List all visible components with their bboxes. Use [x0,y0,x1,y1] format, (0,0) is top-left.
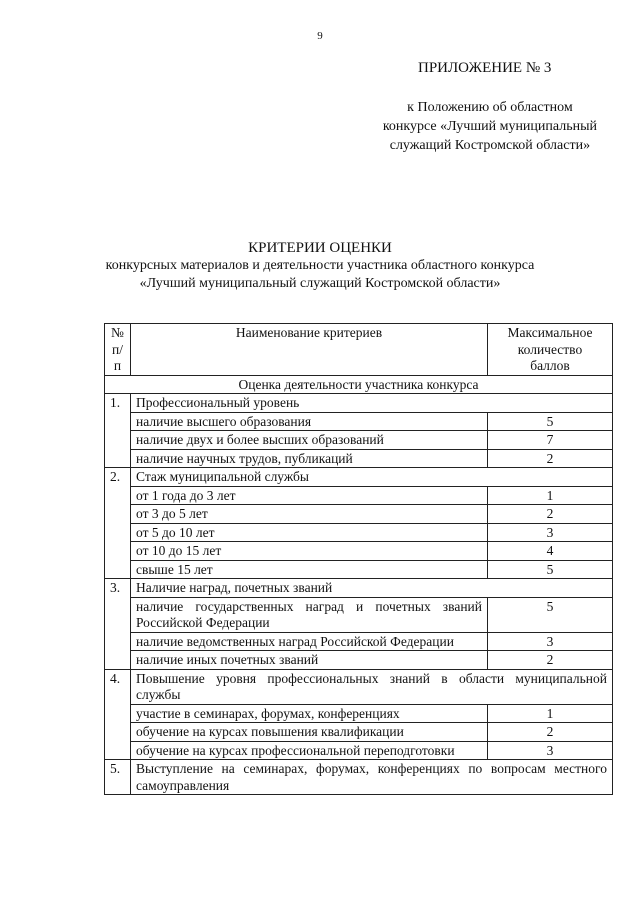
criterion-label: наличие иных почетных званий [131,651,488,670]
table-row [105,523,613,542]
table-row [105,669,613,704]
table-row [105,394,613,413]
group-title: Повышение уровня профессиональных знаний в области муниципальной службы [131,669,613,704]
section-row [105,375,613,394]
criterion-label: от 3 до 5 лет [131,505,488,524]
criterion-points: 2 [488,651,613,670]
table-header-row [105,324,613,376]
table-row [105,431,613,450]
criteria-table [104,323,613,795]
criterion-points: 1 [488,486,613,505]
criterion-points: 5 [488,560,613,579]
criterion-points: 5 [488,412,613,431]
table-row [105,449,613,468]
table-row [105,723,613,742]
reference-line: к Положению об областном [407,100,573,115]
group-title: Стаж муниципальной службы [131,468,613,487]
document-subtitle [0,257,640,293]
document-title: КРИТЕРИИ ОЦЕНКИ [248,240,392,256]
appendix-reference [383,98,597,155]
table-row [105,579,613,598]
header-max-points: Максимальное количество баллов [488,324,613,376]
criterion-points: 3 [488,741,613,760]
criterion-points: 3 [488,632,613,651]
table-row [105,505,613,524]
subtitle-line: «Лучший муниципальный служащий Костромской области» [139,276,501,291]
criterion-label: наличие государственных наград и почетных званий Российской Федерации [131,597,488,632]
criterion-label: от 10 до 15 лет [131,542,488,561]
criterion-points: 5 [488,597,613,632]
table-row [105,741,613,760]
criterion-label: от 5 до 10 лет [131,523,488,542]
table-row [105,468,613,487]
criterion-points: 2 [488,723,613,742]
appendix-title: ПРИЛОЖЕНИЕ № 3 [418,60,552,76]
reference-line: конкурсе «Лучший муниципальный [382,119,597,134]
header-number: № п/п [105,324,131,376]
group-number: 5. [105,760,131,795]
criterion-label: наличие высшего образования [131,412,488,431]
criterion-label: от 1 года до 3 лет [131,486,488,505]
group-number: 1. [105,394,131,468]
criterion-label: свыше 15 лет [131,560,488,579]
table-row [105,704,613,723]
table-row [105,412,613,431]
table-row [105,597,613,632]
table-row [105,542,613,561]
criterion-points: 3 [488,523,613,542]
criterion-points: 1 [488,704,613,723]
criterion-label: обучение на курсах повышения квалификации [131,723,488,742]
subtitle-line: конкурсных материалов и деятельности участника областного конкурса [105,258,535,273]
section-title: Оценка деятельности участника конкурса [105,375,613,394]
criterion-label: обучение на курсах профессиональной переподготовки [131,741,488,760]
criterion-points: 4 [488,542,613,561]
page-number: 9 [317,30,323,42]
criterion-points: 2 [488,449,613,468]
criterion-label: наличие двух и более высших образований [131,431,488,450]
criterion-points: 2 [488,505,613,524]
header-criteria-name: Наименование критериев [131,324,488,376]
criterion-label: участие в семинарах, форумах, конференциях [131,704,488,723]
group-number: 3. [105,579,131,670]
group-number: 2. [105,468,131,579]
table-row [105,560,613,579]
group-title: Профессиональный уровень [131,394,613,413]
table-row [105,632,613,651]
group-title: Наличие наград, почетных званий [131,579,613,598]
table-row [105,651,613,670]
table-row [105,486,613,505]
criterion-points: 7 [488,431,613,450]
table-row [105,760,613,795]
group-number: 4. [105,669,131,760]
group-title: Выступление на семинарах, форумах, конференциях по вопросам местного самоуправления [131,760,613,795]
criterion-label: наличие научных трудов, публикаций [131,449,488,468]
criterion-label: наличие ведомственных наград Российской Федерации [131,632,488,651]
reference-line: служащий Костромской области» [389,138,591,153]
